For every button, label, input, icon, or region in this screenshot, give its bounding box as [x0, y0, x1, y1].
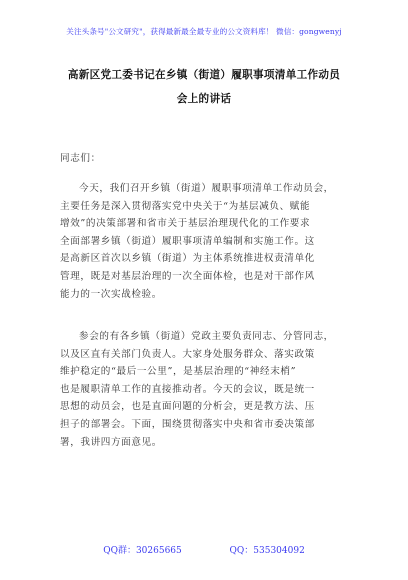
salutation: [60, 150, 360, 168]
paragraph-1-line: 主要任务是深入贯彻落实党中央关于“为基层减负、赋能: [60, 200, 311, 212]
paragraph-1-line: 今天，我们召开乡镇（街道）履职事项清单工作动员会，: [79, 183, 334, 194]
paragraph-1: [60, 180, 360, 303]
paragraph-2-line: 参会的有各乡镇（街道）党政主要负责同志、分管同志，: [79, 331, 334, 342]
qq-number: QQ：535304092: [229, 546, 305, 556]
paragraph-1-line: 管理，既是对基层治理的一次全面体检，也是对干部作风: [60, 270, 315, 282]
paragraph-2-line: 担子的部署会。下面，围绕贯彻落实中央和省市委决策部: [60, 418, 315, 430]
footer-contact: [0, 543, 408, 556]
paragraph-2-line: 也是履职清单工作的直接推动者。今天的会议，既是统一: [60, 383, 315, 395]
salutation-text: 同志们：: [60, 153, 101, 164]
paragraph-1-line: 全面部署乡镇（街道）履职事项清单编制和实施工作。这: [60, 235, 315, 247]
paragraph-2-line: 思想的动员会，也是直面问题的分析会，更是教方法、压: [60, 401, 315, 413]
paragraph-1-line: 是高新区首次以乡镇（街道）为主体系统推进权责清单化: [60, 253, 315, 265]
qq-group-number: QQ群：30265665: [103, 546, 182, 556]
paragraph-1-line: 增效”的决策部署和省市关于基层治理现代化的工作要求: [60, 218, 311, 230]
document-title-line-1: 高新区党工委书记在乡镇（街道）履职事项清单工作动员: [67, 69, 341, 81]
paragraph-2: [60, 328, 360, 451]
paragraph-2-line: 以及区直有关部门负责人。大家身处服务群众、落实政策: [60, 348, 315, 360]
paragraph-2-line: 维护稳定的“最后一公里”，是基层治理的“神经末梢”: [60, 366, 297, 378]
paragraph-2-line: 署，我讲四方面意见。: [60, 436, 162, 448]
header-promo-note: 关注头条号"公文研究"，获得最新最全最专业的公文资料库！ 微信：gongwenyj: [66, 27, 342, 36]
document-title-line-2: 会上的讲话: [176, 93, 232, 105]
paragraph-1-line: 能力的一次实战检验。: [60, 288, 162, 300]
